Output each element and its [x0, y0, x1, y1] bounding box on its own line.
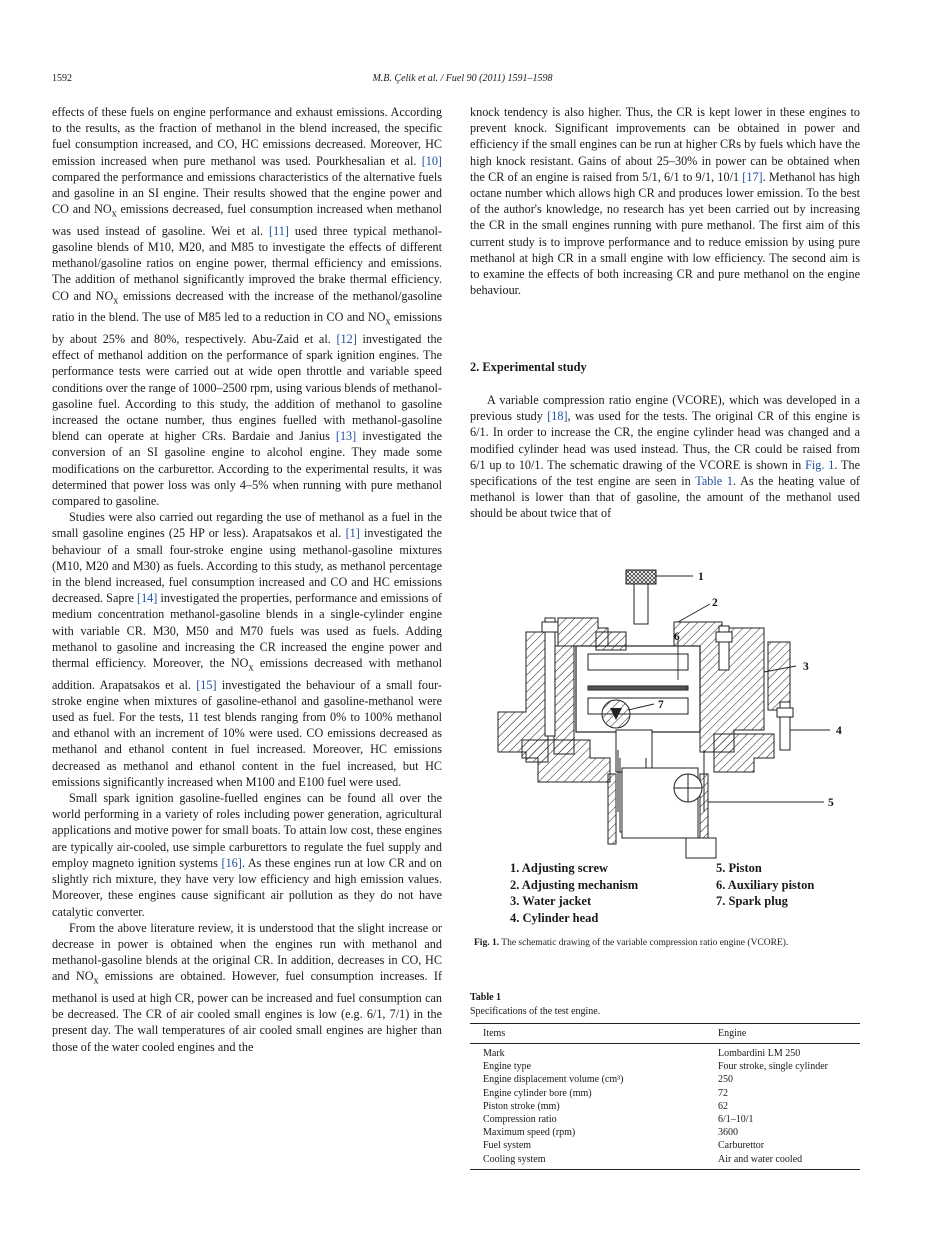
paragraph: [470, 104, 860, 298]
table-cell: Fuel system: [483, 1140, 532, 1152]
legend-item: 5. Piston: [716, 861, 762, 875]
callout-5: 5: [828, 797, 834, 809]
citation-link[interactable]: [14]: [137, 591, 158, 606]
callout-2: 2: [712, 597, 718, 609]
text-run: . As these engines run at low CR and on slightly rich mixture, they have very low efficiency and high emission values. Moreover, these engines cause significant air pollution as they do not have catalytic converter.: [52, 855, 442, 919]
text-run: effects of these fuels on engine performance and exhaust emissions. According to the results, as the fraction of methanol in the blend increased, the specific fuel consumption increased, and CO, HC emissions decreased. Moreover, HC emission increased when pure methanol was used. Pourkhesalian et al.: [52, 105, 442, 168]
right-column-top: [470, 104, 860, 298]
table-row: [470, 1126, 860, 1139]
figure-caption-label: Fig. 1.: [474, 938, 500, 948]
callout-7: 7: [658, 699, 664, 711]
table-cell: Engine cylinder bore (mm): [483, 1087, 592, 1099]
subscript: x: [248, 662, 254, 674]
table-cell: Maximum speed (rpm): [483, 1127, 576, 1139]
legend-item: 3. Water jacket: [510, 894, 592, 908]
table-row: [470, 1139, 860, 1152]
paragraph: [52, 790, 442, 920]
legend-item: 2. Adjusting mechanism: [510, 877, 639, 892]
figure-legend-right: [716, 860, 814, 910]
citation-link[interactable]: [10]: [421, 153, 442, 168]
section-heading: 2. Experimental study: [470, 360, 587, 374]
spark-plug: [602, 700, 630, 728]
callout-1: 1: [698, 571, 704, 583]
table-header-row: [470, 1024, 860, 1044]
adjusting-mechanism: [576, 646, 700, 732]
running-title: M.B. Çelik et al. / Fuel 90 (2011) 1591–1598: [372, 73, 553, 84]
subscript: x: [113, 295, 119, 307]
table-cell: 62: [718, 1100, 728, 1112]
paragraph: [52, 104, 442, 509]
text-run: emissions are obtained. However, fuel consumption increases. If methanol is used at high CR, power can be increased and fuel consumption can be decreased. The CR of air cooled small engines is low (e.g. 6/1, 7/1) in the present day. The wall temperatures of air cooled small engines are higher than those of the water cooled engines and the: [52, 969, 442, 1054]
text-run: From the above literature review, it is understood that the slight increase or decrease in power is obtained when the engines run with methanol and methanol-gasoline blends at the original CR. In addition, decreases in CO, HC and NO: [52, 920, 442, 984]
legend-item: 1. Adjusting screw: [510, 861, 609, 875]
table-row: [470, 1044, 860, 1061]
callout-3: 3: [803, 661, 809, 673]
table-header-engine: Engine: [705, 1024, 860, 1044]
left-column: [52, 104, 442, 1055]
table-row: [470, 1153, 860, 1170]
text-run: investigated the behaviour of a small four-stroke engine using methanol-gasoline mixtures (M10, M20 and M30) as fuels. According to this study, as methanol percentage in the blend increased, fuel consumption increased and CO and HC emissions decreased. Sapre: [52, 526, 442, 606]
subscript: x: [385, 316, 391, 328]
subscript: x: [111, 208, 117, 220]
table-cell: Engine displacement volume (cm³): [483, 1074, 624, 1086]
text-run: used three typical methanol-gasoline blends of M10, M20, and M85 to investigate the effects of different methanol/gasoline ratios on engine power, thermal efficiency and emissions. The addition of methanol significantly improved the brake thermal efficiency. CO and NO: [52, 223, 442, 303]
table-row: [470, 1100, 860, 1113]
callout-4: 4: [836, 725, 842, 737]
text-run: . The specifications of the test engine are seen in: [470, 457, 860, 489]
text-run: emissions decreased with the increase of the methanol/gasoline ratio in the blend. The use of M85 led to a reduction in CO and NO: [52, 288, 442, 325]
text-run: Studies were also carried out regarding the use of methanol as a fuel in the small gasoline engines (25 HP or less). Arapatsakos et al.: [52, 510, 442, 541]
subscript: x: [93, 975, 99, 987]
table-caption: Specifications of the test engine.: [470, 1006, 601, 1017]
citation-link[interactable]: [16]: [221, 855, 242, 870]
table-row: [470, 1087, 860, 1100]
legend-item: 6. Auxiliary piston: [716, 877, 815, 892]
table-cell: Engine type: [483, 1061, 532, 1073]
citation-link[interactable]: [13]: [335, 429, 357, 444]
table-cell: Piston stroke (mm): [483, 1100, 560, 1112]
text-run: compared the performance and emissions characteristics of the alternative fuels and gasoline in an SI engine. Their results showed that the engine power and CO and NO: [52, 169, 442, 217]
table-cell: Cooling system: [470, 1153, 705, 1170]
paragraph: [52, 509, 442, 790]
page-number: 1592: [52, 73, 72, 84]
figure-legend-left: [510, 860, 638, 926]
paragraph: [470, 392, 860, 522]
text-run: investigated the behaviour of a small four-stroke engine when mixtures of gasoline-ethanol and gasoline-methanol were used as fuel. For the tests, 11 test blends ranging from 0% to 100% methanol and ethanol with an increment of 10% were used. CO emissions decreased as methanol and ethanol content in fuel increased. Moreover, HC emissions decreased as methanol and ethanol content in the fuel increased, but HC emissions significantly increased when M100 and E100 fuel were used.: [52, 677, 442, 789]
citation-link[interactable]: [11]: [269, 223, 289, 238]
table-cell: 6/1–10/1: [718, 1114, 754, 1126]
table-cell: Four stroke, single cylinder: [718, 1061, 828, 1073]
figure-caption: [474, 938, 788, 948]
table-cell: 250: [718, 1074, 733, 1086]
text-run: emissions decreased, fuel consumption increased when methanol was used instead of gasoline. Wei et al.: [52, 202, 442, 238]
callout-6: 6: [674, 631, 680, 643]
citation-link[interactable]: Fig. 1: [805, 457, 835, 472]
table-cell: 3600: [718, 1127, 738, 1139]
table-header-items: Items: [470, 1024, 705, 1044]
text-run: investigated the properties, performance and emissions of medium concentration methanol-gasoline blends in a single-cylinder engine with variable CR. M30, M50 and M70 fuels was used as fuels. Adding methanol to gasoline and increasing the CR increased the engine power and thermal efficiency. Moreover, the NO: [52, 591, 442, 671]
table-row: [470, 1060, 860, 1073]
table-row: [470, 1113, 860, 1126]
text-run: emissions decreased with methanol addition. Arapatsakos et al.: [52, 656, 442, 692]
table-cell: Air and water cooled: [705, 1153, 860, 1170]
figure-caption-text: The schematic drawing of the variable compression ratio engine (VCORE).: [499, 938, 789, 948]
table-cell: Carburettor: [718, 1140, 765, 1152]
citation-link[interactable]: [12]: [336, 331, 357, 346]
citation-link[interactable]: [1]: [345, 526, 360, 541]
legend-item: 4. Cylinder head: [510, 910, 599, 925]
table-cell: 72: [718, 1087, 728, 1099]
table-row: [470, 1073, 860, 1086]
specifications-table: [470, 1023, 860, 1170]
text-run: , was used for the tests. The original CR of this engine is 6/1. In order to increase the CR, the engine cylinder head was changed and a modified cylinder head was used instead. Thus, the CR could be raised from 6/1 up to 10/1. The schematic drawing of the VCORE is shown in: [470, 409, 860, 472]
text-run: . As the heating value of methanol is lower than that of gasoline, the amount of the methanol used should be about twice that of: [470, 474, 860, 521]
table-cell: Compression ratio: [483, 1114, 557, 1126]
citation-link[interactable]: [17]: [742, 169, 763, 184]
text-run: Small spark ignition gasoline-fuelled engines can be found all over the world performing in a variety of roles including power generation, agricultural applications and motive power for small boats. To attain low cost, these engines are typically air-cooled, use simple carburettors to regulate the fuel supply and employ magneto ignition systems: [52, 791, 442, 870]
text-run: A variable compression ratio engine (VCORE), which was developed in a previous study: [470, 393, 860, 424]
engine-schematic-figure: [478, 562, 858, 862]
text-run: investigated the effect of methanol addition on the performance of spark ignition engines. The performance tests were carried out at wide open throttle and variable speed conditions over the range of 1000–2500 rpm, using various blends of methanol-gasoline fuel. According to this study, the addition of methanol to gasoline increased the octane number, thus engines fuelled with methanol-gasoline blend can operate at higher CRs. Bardaie and Janius: [52, 331, 442, 444]
citation-link[interactable]: Table 1: [695, 474, 734, 489]
text-run: . Methanol has high octane number which allows high CR and produces lower emission. To the best of the author's knowledge, no research has yet been carried out by increasing the CR in the small engines running with pure methanol. The first aim of this current study is to improve performance and to reduce emission by using pure methanol at high CR in a small engine with low efficiency. The second aim is to examine the effects of both increasing CR and pure methanol on the engine behaviour.: [470, 169, 860, 298]
text-run: investigated the conversion of an SI gasoline engine to alcohol engine. They made some modifications on the carburettor. According to the experimental results, it was determined that power loss was only 4–5% when running with pure methanol compared to gasoline.: [52, 429, 443, 508]
text-run: knock tendency is also higher. Thus, the CR is kept lower in these engines to prevent knock. Significant improvements can be obtained in power and efficiency if the small engines can be run at higher CRs by fuels which have the high knock resistant. Gains of about 25–30% in power can be obtained when the CR of an engine is raised from 5/1, 6/1 to 9/1, 10/1: [470, 105, 860, 184]
citation-link[interactable]: [18]: [547, 409, 568, 424]
legend-item: 7. Spark plug: [716, 894, 788, 908]
text-run: emissions by about 25% and 80%, respectively. Abu-Zaid et al.: [52, 310, 443, 346]
table-label: Table 1: [470, 992, 502, 1003]
paragraph: [52, 920, 442, 1055]
table-cell: Lombardini LM 250: [718, 1048, 801, 1059]
adjusting-screw: [626, 570, 656, 624]
right-column-section: [470, 392, 860, 522]
table-cell: Mark: [483, 1048, 505, 1059]
citation-link[interactable]: [15]: [196, 677, 217, 692]
